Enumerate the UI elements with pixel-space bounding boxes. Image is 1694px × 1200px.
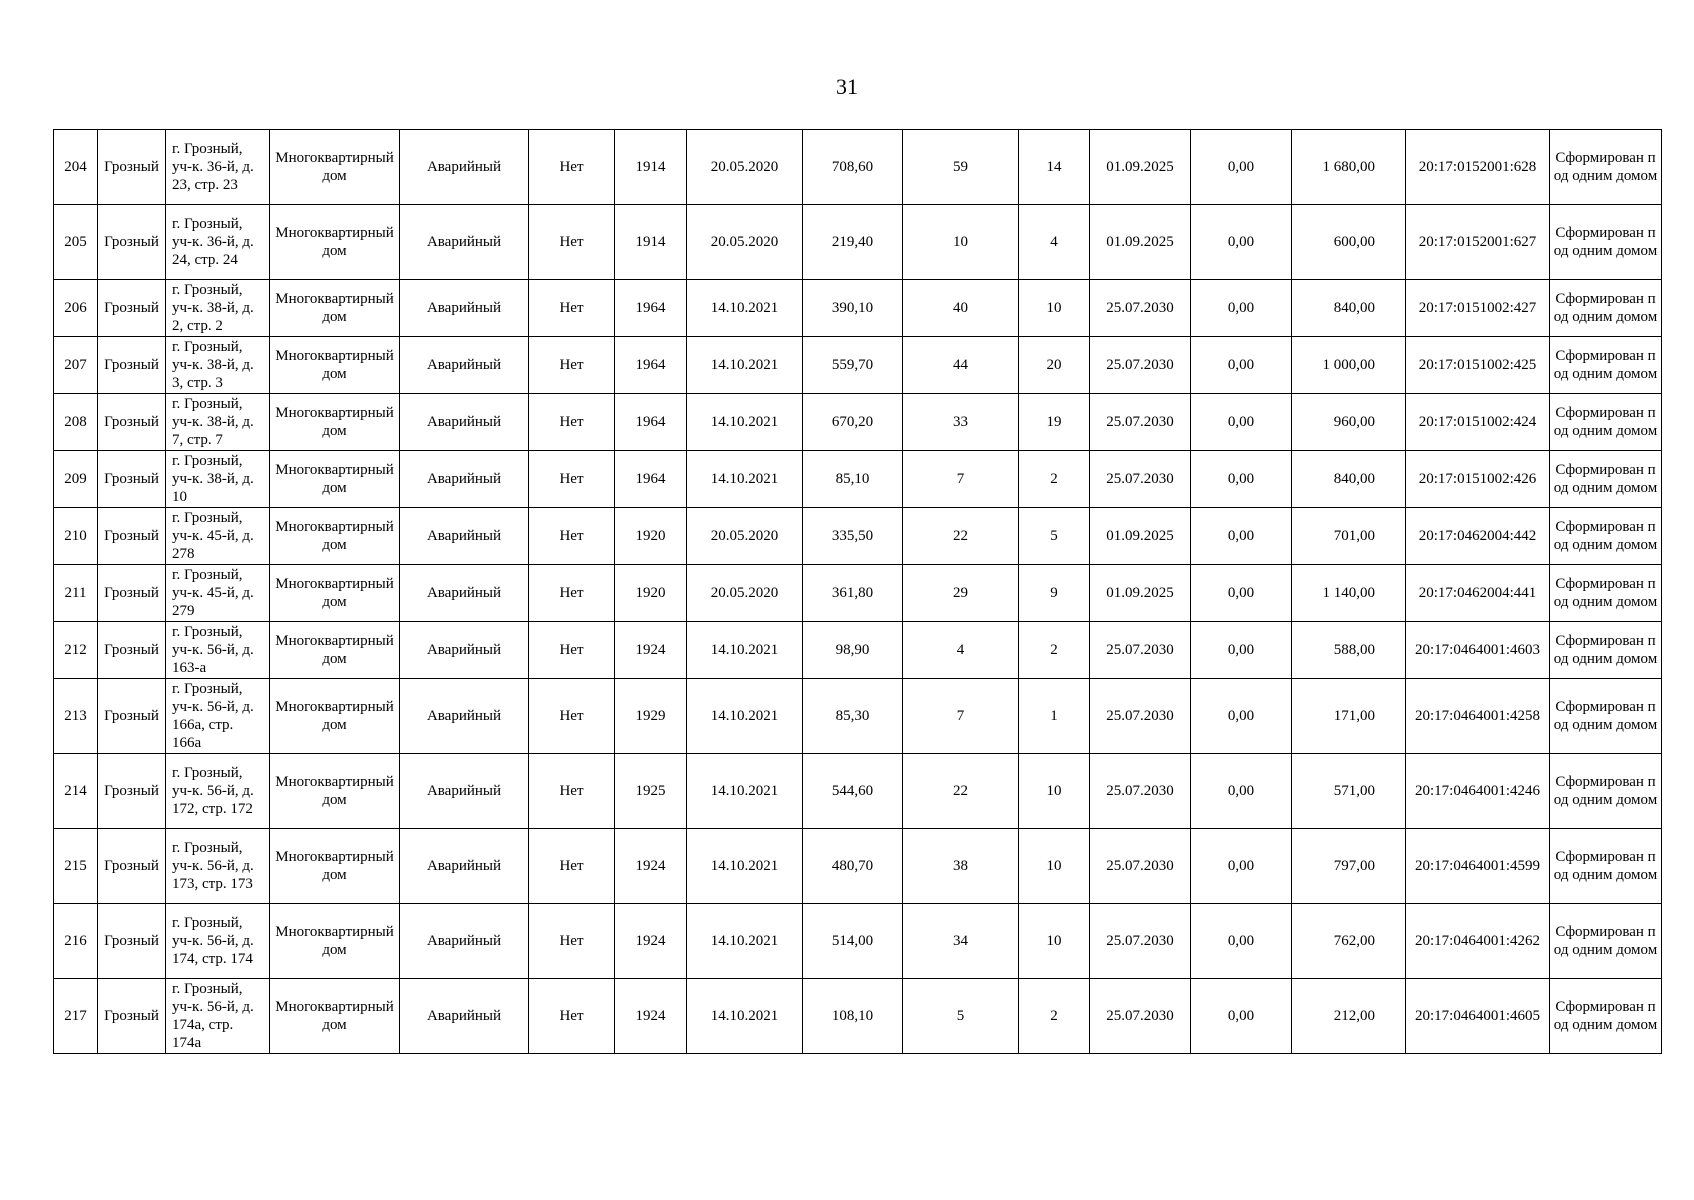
value-b-cell: 797,00 (1292, 829, 1406, 904)
house-type-cell: Многоквартирный дом (270, 622, 400, 679)
residents-cell: 33 (903, 394, 1019, 451)
city-cell: Грозный (98, 679, 166, 754)
land-status-cell: Сформирован под одним домом (1550, 337, 1662, 394)
apartments-cell: 10 (1019, 904, 1090, 979)
address-cell: г. Грозный, уч-к. 38-й, д. 7, стр. 7 (166, 394, 270, 451)
area-cell: 335,50 (803, 508, 903, 565)
house-type-cell: Многоквартирный дом (270, 829, 400, 904)
date-recognized-cell: 20.05.2020 (687, 508, 803, 565)
table-row (54, 979, 1662, 1054)
table-row (54, 829, 1662, 904)
condition-cell: Аварийный (400, 130, 529, 205)
date-planned-cell: 01.09.2025 (1090, 130, 1191, 205)
row-number-cell: 216 (54, 904, 98, 979)
table-row (54, 337, 1662, 394)
area-cell: 670,20 (803, 394, 903, 451)
row-number-cell: 214 (54, 754, 98, 829)
address-cell: г. Грозный, уч-к. 36-й, д. 24, стр. 24 (166, 205, 270, 280)
value-a-cell: 0,00 (1191, 280, 1292, 337)
row-number-cell: 208 (54, 394, 98, 451)
date-planned-cell: 25.07.2030 (1090, 337, 1191, 394)
year-cell: 1924 (615, 979, 687, 1054)
row-number-cell: 205 (54, 205, 98, 280)
table-row (54, 565, 1662, 622)
value-b-cell: 840,00 (1292, 280, 1406, 337)
condition-cell: Аварийный (400, 979, 529, 1054)
apartments-cell: 19 (1019, 394, 1090, 451)
flag-cell: Нет (529, 979, 615, 1054)
house-type-cell: Многоквартирный дом (270, 904, 400, 979)
apartments-cell: 20 (1019, 337, 1090, 394)
cadastral-number-cell: 20:17:0464001:4605 (1406, 979, 1550, 1054)
apartments-cell: 2 (1019, 622, 1090, 679)
land-status-cell: Сформирован под одним домом (1550, 904, 1662, 979)
condition-cell: Аварийный (400, 622, 529, 679)
flag-cell: Нет (529, 394, 615, 451)
address-cell: г. Грозный, уч-к. 38-й, д. 2, стр. 2 (166, 280, 270, 337)
house-type-cell: Многоквартирный дом (270, 565, 400, 622)
address-cell: г. Грозный, уч-к. 56-й, д. 163-а (166, 622, 270, 679)
address-cell: г. Грозный, уч-к. 56-й, д. 166а, стр. 166а (166, 679, 270, 754)
condition-cell: Аварийный (400, 508, 529, 565)
area-cell: 98,90 (803, 622, 903, 679)
address-cell: г. Грозный, уч-к. 56-й, д. 172, стр. 172 (166, 754, 270, 829)
house-type-cell: Многоквартирный дом (270, 337, 400, 394)
date-recognized-cell: 14.10.2021 (687, 337, 803, 394)
year-cell: 1964 (615, 394, 687, 451)
flag-cell: Нет (529, 829, 615, 904)
date-recognized-cell: 14.10.2021 (687, 754, 803, 829)
address-cell: г. Грозный, уч-к. 38-й, д. 10 (166, 451, 270, 508)
address-cell: г. Грозный, уч-к. 45-й, д. 279 (166, 565, 270, 622)
flag-cell: Нет (529, 508, 615, 565)
date-planned-cell: 25.07.2030 (1090, 451, 1191, 508)
flag-cell: Нет (529, 451, 615, 508)
row-number-cell: 211 (54, 565, 98, 622)
cadastral-number-cell: 20:17:0151002:426 (1406, 451, 1550, 508)
value-a-cell: 0,00 (1191, 565, 1292, 622)
condition-cell: Аварийный (400, 754, 529, 829)
condition-cell: Аварийный (400, 337, 529, 394)
city-cell: Грозный (98, 622, 166, 679)
value-a-cell: 0,00 (1191, 451, 1292, 508)
condition-cell: Аварийный (400, 904, 529, 979)
date-recognized-cell: 20.05.2020 (687, 130, 803, 205)
table-row (54, 754, 1662, 829)
address-cell: г. Грозный, уч-к. 56-й, д. 173, стр. 173 (166, 829, 270, 904)
flag-cell: Нет (529, 754, 615, 829)
apartments-cell: 2 (1019, 979, 1090, 1054)
value-a-cell: 0,00 (1191, 622, 1292, 679)
house-type-cell: Многоквартирный дом (270, 508, 400, 565)
house-type-cell: Многоквартирный дом (270, 280, 400, 337)
flag-cell: Нет (529, 205, 615, 280)
land-status-cell: Сформирован под одним домом (1550, 130, 1662, 205)
flag-cell: Нет (529, 565, 615, 622)
land-status-cell: Сформирован под одним домом (1550, 754, 1662, 829)
date-planned-cell: 25.07.2030 (1090, 979, 1191, 1054)
table-row (54, 904, 1662, 979)
year-cell: 1924 (615, 829, 687, 904)
value-a-cell: 0,00 (1191, 904, 1292, 979)
condition-cell: Аварийный (400, 451, 529, 508)
flag-cell: Нет (529, 337, 615, 394)
apartments-cell: 10 (1019, 754, 1090, 829)
city-cell: Грозный (98, 904, 166, 979)
residents-cell: 22 (903, 754, 1019, 829)
value-a-cell: 0,00 (1191, 394, 1292, 451)
area-cell: 480,70 (803, 829, 903, 904)
residents-cell: 7 (903, 451, 1019, 508)
city-cell: Грозный (98, 754, 166, 829)
flag-cell: Нет (529, 679, 615, 754)
city-cell: Грозный (98, 280, 166, 337)
cadastral-number-cell: 20:17:0151002:427 (1406, 280, 1550, 337)
value-b-cell: 571,00 (1292, 754, 1406, 829)
date-recognized-cell: 14.10.2021 (687, 979, 803, 1054)
date-recognized-cell: 14.10.2021 (687, 904, 803, 979)
date-planned-cell: 25.07.2030 (1090, 904, 1191, 979)
city-cell: Грозный (98, 337, 166, 394)
value-b-cell: 1 140,00 (1292, 565, 1406, 622)
year-cell: 1914 (615, 205, 687, 280)
apartments-cell: 1 (1019, 679, 1090, 754)
table-row (54, 394, 1662, 451)
city-cell: Грозный (98, 565, 166, 622)
value-a-cell: 0,00 (1191, 979, 1292, 1054)
date-planned-cell: 25.07.2030 (1090, 829, 1191, 904)
area-cell: 390,10 (803, 280, 903, 337)
cadastral-number-cell: 20:17:0462004:441 (1406, 565, 1550, 622)
cadastral-number-cell: 20:17:0152001:627 (1406, 205, 1550, 280)
table-row (54, 130, 1662, 205)
date-planned-cell: 25.07.2030 (1090, 679, 1191, 754)
cadastral-number-cell: 20:17:0151002:425 (1406, 337, 1550, 394)
cadastral-number-cell: 20:17:0464001:4246 (1406, 754, 1550, 829)
value-b-cell: 960,00 (1292, 394, 1406, 451)
year-cell: 1964 (615, 280, 687, 337)
date-recognized-cell: 14.10.2021 (687, 679, 803, 754)
value-a-cell: 0,00 (1191, 679, 1292, 754)
house-type-cell: Многоквартирный дом (270, 979, 400, 1054)
value-b-cell: 171,00 (1292, 679, 1406, 754)
land-status-cell: Сформирован под одним домом (1550, 829, 1662, 904)
row-number-cell: 217 (54, 979, 98, 1054)
address-cell: г. Грозный, уч-к. 56-й, д. 174а, стр. 174а (166, 979, 270, 1054)
condition-cell: Аварийный (400, 829, 529, 904)
date-planned-cell: 25.07.2030 (1090, 754, 1191, 829)
value-a-cell: 0,00 (1191, 508, 1292, 565)
area-cell: 559,70 (803, 337, 903, 394)
residents-cell: 59 (903, 130, 1019, 205)
condition-cell: Аварийный (400, 394, 529, 451)
row-number-cell: 215 (54, 829, 98, 904)
land-status-cell: Сформирован под одним домом (1550, 679, 1662, 754)
value-a-cell: 0,00 (1191, 337, 1292, 394)
residents-cell: 34 (903, 904, 1019, 979)
year-cell: 1964 (615, 337, 687, 394)
land-status-cell: Сформирован под одним домом (1550, 451, 1662, 508)
date-planned-cell: 01.09.2025 (1090, 508, 1191, 565)
row-number-cell: 204 (54, 130, 98, 205)
apartments-cell: 5 (1019, 508, 1090, 565)
row-number-cell: 212 (54, 622, 98, 679)
land-status-cell: Сформирован под одним домом (1550, 205, 1662, 280)
table-row (54, 679, 1662, 754)
residents-cell: 10 (903, 205, 1019, 280)
residents-cell: 40 (903, 280, 1019, 337)
value-b-cell: 212,00 (1292, 979, 1406, 1054)
row-number-cell: 209 (54, 451, 98, 508)
apartments-cell: 4 (1019, 205, 1090, 280)
table-row (54, 280, 1662, 337)
apartments-cell: 2 (1019, 451, 1090, 508)
table-row (54, 508, 1662, 565)
city-cell: Грозный (98, 451, 166, 508)
address-cell: г. Грозный, уч-к. 56-й, д. 174, стр. 174 (166, 904, 270, 979)
row-number-cell: 213 (54, 679, 98, 754)
residents-cell: 5 (903, 979, 1019, 1054)
table-row (54, 451, 1662, 508)
area-cell: 361,80 (803, 565, 903, 622)
area-cell: 108,10 (803, 979, 903, 1054)
page-number: 31 (836, 74, 858, 99)
condition-cell: Аварийный (400, 565, 529, 622)
apartments-cell: 10 (1019, 280, 1090, 337)
date-planned-cell: 25.07.2030 (1090, 394, 1191, 451)
value-a-cell: 0,00 (1191, 205, 1292, 280)
land-status-cell: Сформирован под одним домом (1550, 622, 1662, 679)
value-a-cell: 0,00 (1191, 754, 1292, 829)
apartments-cell: 14 (1019, 130, 1090, 205)
condition-cell: Аварийный (400, 679, 529, 754)
address-cell: г. Грозный, уч-к. 36-й, д. 23, стр. 23 (166, 130, 270, 205)
date-recognized-cell: 20.05.2020 (687, 205, 803, 280)
land-status-cell: Сформирован под одним домом (1550, 508, 1662, 565)
cadastral-number-cell: 20:17:0464001:4258 (1406, 679, 1550, 754)
cadastral-number-cell: 20:17:0152001:628 (1406, 130, 1550, 205)
area-cell: 544,60 (803, 754, 903, 829)
cadastral-number-cell: 20:17:0464001:4603 (1406, 622, 1550, 679)
row-number-cell: 206 (54, 280, 98, 337)
cadastral-number-cell: 20:17:0464001:4599 (1406, 829, 1550, 904)
row-number-cell: 210 (54, 508, 98, 565)
date-recognized-cell: 14.10.2021 (687, 829, 803, 904)
year-cell: 1920 (615, 508, 687, 565)
year-cell: 1964 (615, 451, 687, 508)
address-cell: г. Грозный, уч-к. 45-й, д. 278 (166, 508, 270, 565)
date-recognized-cell: 14.10.2021 (687, 394, 803, 451)
value-b-cell: 701,00 (1292, 508, 1406, 565)
area-cell: 514,00 (803, 904, 903, 979)
flag-cell: Нет (529, 280, 615, 337)
cadastral-number-cell: 20:17:0151002:424 (1406, 394, 1550, 451)
year-cell: 1924 (615, 622, 687, 679)
address-cell: г. Грозный, уч-к. 38-й, д. 3, стр. 3 (166, 337, 270, 394)
residents-cell: 29 (903, 565, 1019, 622)
table-row (54, 205, 1662, 280)
row-number-cell: 207 (54, 337, 98, 394)
house-type-cell: Многоквартирный дом (270, 394, 400, 451)
value-b-cell: 1 000,00 (1292, 337, 1406, 394)
date-planned-cell: 01.09.2025 (1090, 565, 1191, 622)
house-type-cell: Многоквартирный дом (270, 130, 400, 205)
land-status-cell: Сформирован под одним домом (1550, 979, 1662, 1054)
date-recognized-cell: 14.10.2021 (687, 622, 803, 679)
value-b-cell: 600,00 (1292, 205, 1406, 280)
area-cell: 85,10 (803, 451, 903, 508)
date-planned-cell: 25.07.2030 (1090, 622, 1191, 679)
year-cell: 1929 (615, 679, 687, 754)
value-b-cell: 762,00 (1292, 904, 1406, 979)
residents-cell: 22 (903, 508, 1019, 565)
land-status-cell: Сформирован под одним домом (1550, 565, 1662, 622)
value-b-cell: 1 680,00 (1292, 130, 1406, 205)
value-a-cell: 0,00 (1191, 130, 1292, 205)
date-recognized-cell: 14.10.2021 (687, 451, 803, 508)
flag-cell: Нет (529, 622, 615, 679)
condition-cell: Аварийный (400, 205, 529, 280)
residents-cell: 7 (903, 679, 1019, 754)
date-planned-cell: 25.07.2030 (1090, 280, 1191, 337)
registry-body (54, 130, 1662, 1054)
area-cell: 708,60 (803, 130, 903, 205)
housing-registry-table (53, 129, 1662, 1054)
city-cell: Грозный (98, 394, 166, 451)
house-type-cell: Многоквартирный дом (270, 754, 400, 829)
flag-cell: Нет (529, 904, 615, 979)
date-recognized-cell: 20.05.2020 (687, 565, 803, 622)
area-cell: 219,40 (803, 205, 903, 280)
apartments-cell: 9 (1019, 565, 1090, 622)
residents-cell: 38 (903, 829, 1019, 904)
value-a-cell: 0,00 (1191, 829, 1292, 904)
house-type-cell: Многоквартирный дом (270, 205, 400, 280)
flag-cell: Нет (529, 130, 615, 205)
cadastral-number-cell: 20:17:0462004:442 (1406, 508, 1550, 565)
year-cell: 1914 (615, 130, 687, 205)
city-cell: Грозный (98, 829, 166, 904)
year-cell: 1924 (615, 904, 687, 979)
area-cell: 85,30 (803, 679, 903, 754)
value-b-cell: 840,00 (1292, 451, 1406, 508)
cadastral-number-cell: 20:17:0464001:4262 (1406, 904, 1550, 979)
city-cell: Грозный (98, 979, 166, 1054)
table-row (54, 622, 1662, 679)
value-b-cell: 588,00 (1292, 622, 1406, 679)
house-type-cell: Многоквартирный дом (270, 679, 400, 754)
year-cell: 1925 (615, 754, 687, 829)
date-recognized-cell: 14.10.2021 (687, 280, 803, 337)
apartments-cell: 10 (1019, 829, 1090, 904)
residents-cell: 44 (903, 337, 1019, 394)
city-cell: Грозный (98, 508, 166, 565)
residents-cell: 4 (903, 622, 1019, 679)
condition-cell: Аварийный (400, 280, 529, 337)
house-type-cell: Многоквартирный дом (270, 451, 400, 508)
land-status-cell: Сформирован под одним домом (1550, 394, 1662, 451)
land-status-cell: Сформирован под одним домом (1550, 280, 1662, 337)
city-cell: Грозный (98, 205, 166, 280)
city-cell: Грозный (98, 130, 166, 205)
date-planned-cell: 01.09.2025 (1090, 205, 1191, 280)
year-cell: 1920 (615, 565, 687, 622)
